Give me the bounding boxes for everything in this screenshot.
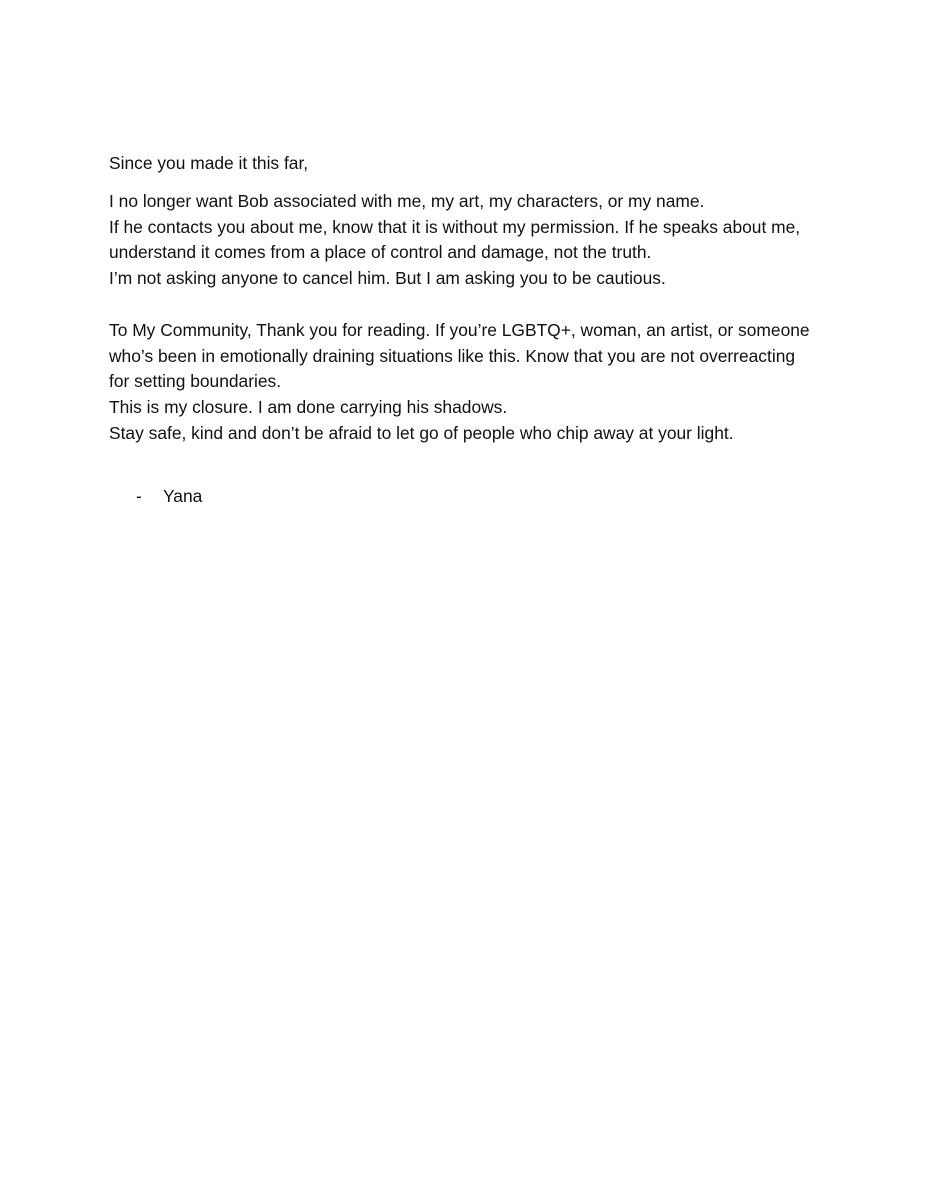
paragraph-spacer — [109, 292, 821, 318]
greeting: Since you made it this far, — [109, 153, 309, 173]
text-line: This is my closure. I am done carrying his shadows. — [109, 397, 508, 418]
signature-name: Yana — [163, 486, 203, 506]
text-line: who’s been in emotionally draining situations like this. Know that you are not overreacting — [109, 345, 796, 366]
text-line: To My Community, Thank you for reading. If you’re LGBTQ+, woman, an artist, or someone — [109, 319, 810, 340]
text-line: I no longer want Bob associated with me, my art, my characters, or my name. — [109, 190, 705, 211]
text-line: If he contacts you about me, know that it is without my permission. If he speaks about me, — [109, 216, 801, 237]
letter-body — [109, 151, 821, 447]
text-line: I’m not asking anyone to cancel him. But I am asking you to be cautious. — [109, 268, 666, 289]
paragraph-community — [109, 318, 821, 447]
text-line: for setting boundaries. — [109, 371, 282, 392]
signature — [136, 484, 202, 510]
text-line: understand it comes from a place of control and damage, not the truth. — [109, 242, 652, 263]
paragraph-boundaries — [109, 189, 821, 292]
signature-dash: - — [136, 486, 142, 506]
text-line: Stay safe, kind and don’t be afraid to let go of people who chip away at your light. — [109, 422, 734, 443]
